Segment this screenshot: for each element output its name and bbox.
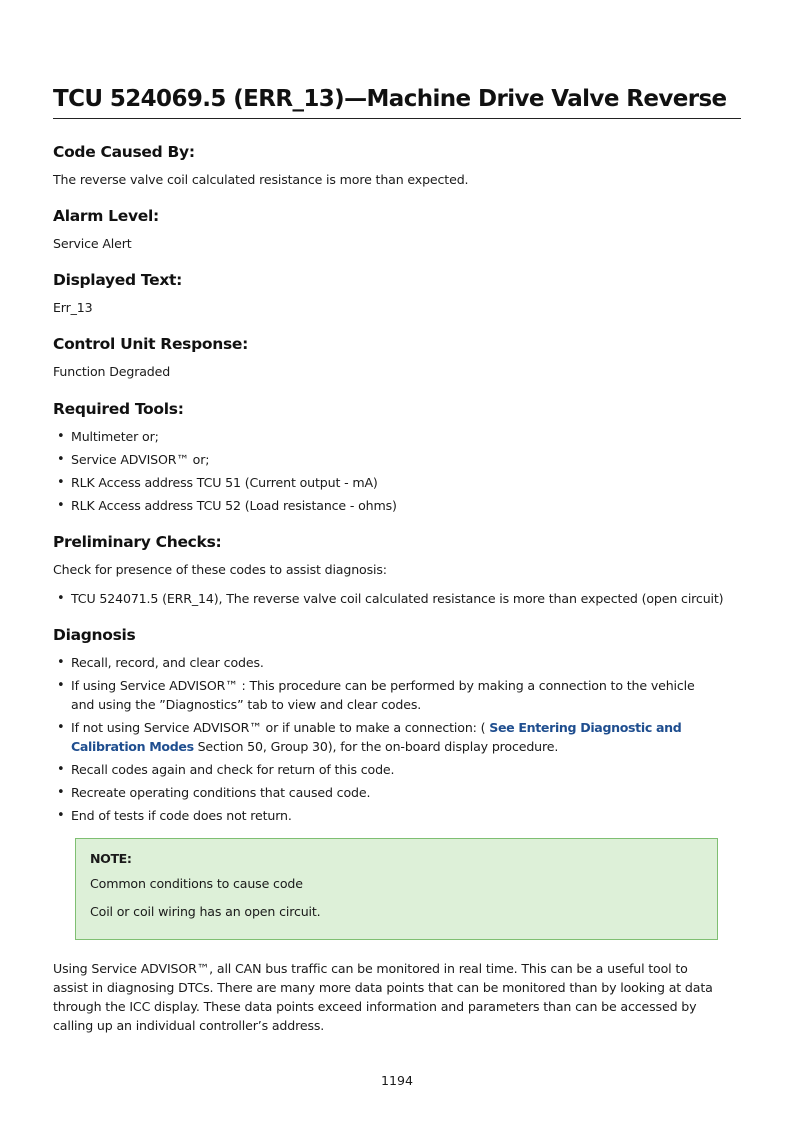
alarm-level-heading: Alarm Level: <box>53 207 159 225</box>
displayed-text-heading: Displayed Text: <box>53 271 183 289</box>
diagnosis-item: • Recreate operating conditions that caused code. <box>71 783 370 802</box>
displayed-text-value: Err_13 <box>53 300 93 315</box>
preliminary-checks-intro: Check for presence of these codes to assist diagnosis: <box>53 562 387 577</box>
note-box <box>75 838 718 940</box>
required-tools-item: • Multimeter or; <box>71 427 159 446</box>
calibration-modes-link[interactable]: Calibration Modes <box>71 739 194 754</box>
diagnosis-item: • If using Service ADVISOR™ : This procedure can be performed by making a connection to the vehicle <box>71 676 695 695</box>
page-title: TCU 524069.5 (ERR_13)—Machine Drive Valve Reverse <box>53 86 741 119</box>
diagnosis-item: • Recall, record, and clear codes. <box>71 653 264 672</box>
diagnosis-item-text: If not using Service ADVISOR™ or if unable to make a connection: ( <box>71 720 490 735</box>
diagnosis-heading: Diagnosis <box>53 626 136 644</box>
diagnosis-item: • End of tests if code does not return. <box>71 806 292 825</box>
code-caused-by-text: The reverse valve coil calculated resistance is more than expected. <box>53 172 469 187</box>
closing-paragraph-line: through the ICC display. These data points exceed information and parameters than can be accessed by <box>53 999 697 1014</box>
code-caused-by-heading: Code Caused By: <box>53 143 195 161</box>
page-number: 1194 <box>380 1073 414 1088</box>
note-line: Coil or coil wiring has an open circuit. <box>90 904 321 919</box>
required-tools-heading: Required Tools: <box>53 400 184 418</box>
note-line: Common conditions to cause code <box>90 876 303 891</box>
required-tools-item: • RLK Access address TCU 52 (Load resistance - ohms) <box>71 496 397 515</box>
diagnosis-item-continuation: and using the ”Diagnostics” tab to view and clear codes. <box>71 697 422 712</box>
diagnosis-item <box>71 718 681 737</box>
alarm-level-text: Service Alert <box>53 236 132 251</box>
control-unit-response-heading: Control Unit Response: <box>53 335 248 353</box>
entering-diagnostic-link[interactable]: See Entering Diagnostic and <box>489 720 682 735</box>
preliminary-checks-item: • TCU 524071.5 (ERR_14), The reverse valve coil calculated resistance is more than expected (open circuit) <box>71 589 723 608</box>
closing-paragraph-line: assist in diagnosing DTCs. There are many more data points that can be monitored than by looking at data <box>53 980 713 995</box>
required-tools-item: • Service ADVISOR™ or; <box>71 450 209 469</box>
preliminary-checks-heading: Preliminary Checks: <box>53 533 222 551</box>
control-unit-response-text: Function Degraded <box>53 364 171 379</box>
diagnosis-item-text: Section 50, Group 30), for the on-board display procedure. <box>193 739 559 754</box>
closing-paragraph-line: calling up an individual controller’s address. <box>53 1018 325 1033</box>
diagnosis-item: • Recall codes again and check for return of this code. <box>71 760 394 779</box>
note-label: NOTE: <box>90 851 132 866</box>
closing-paragraph-line: Using Service ADVISOR™, all CAN bus traffic can be monitored in real time. This can be a useful tool to <box>53 961 688 976</box>
diagnosis-item-continuation <box>71 737 558 756</box>
required-tools-item: • RLK Access address TCU 51 (Current output - mA) <box>71 473 378 492</box>
